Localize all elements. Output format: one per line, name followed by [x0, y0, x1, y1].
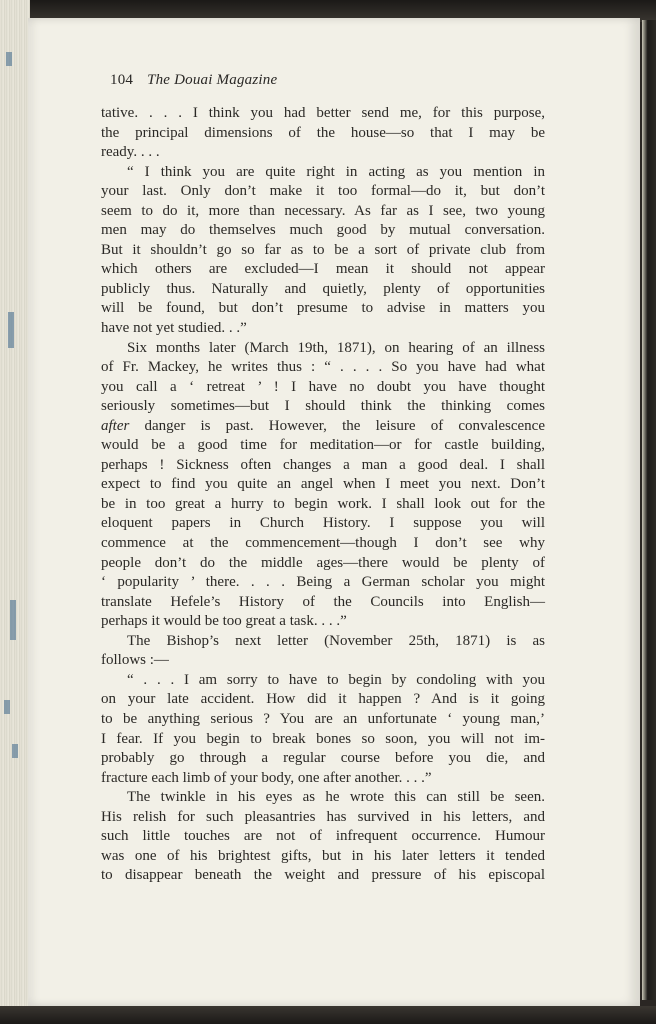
text-line: fracture each limb of your body, one after another. . . .” — [101, 769, 432, 786]
text-line: tative. . . . I think you had better send me, for this purpose, — [101, 105, 545, 121]
text-line: The twinkle in his eyes as he wrote this can still be seen. — [127, 789, 545, 806]
edge-mark — [12, 744, 18, 758]
text-line: ‘ popularity ’ there. . . . Being a German scholar you might — [101, 574, 545, 591]
text-line: men may do themselves much good by mutual conversation. — [101, 222, 545, 239]
edge-mark — [10, 600, 16, 640]
text-line: your last. Only don’t make it too formal—do it, but don’t — [101, 183, 545, 200]
text-line: the principal dimensions of the house—so that I may be — [101, 124, 545, 141]
text-line: I fear. If you begin to break bones so soon, you will not im- — [101, 730, 545, 747]
text-line: you call a ‘ retreat ’ ! I have no doubt you have thought — [101, 378, 545, 395]
text-line: commence at the commencement—though I don’t see why — [101, 535, 545, 552]
text-line: perhaps it would be too great a task. . . .” — [101, 613, 347, 630]
text-line: have not yet studied. . .” — [101, 320, 247, 337]
text-line: such little touches are not of infrequent occurrence. Humour — [101, 828, 545, 845]
text-line: perhaps ! Sickness often changes a man a good deal. I shall — [101, 456, 545, 473]
edge-mark — [4, 700, 10, 714]
text-line: follows :— — [101, 652, 169, 669]
text-line: probably go through a regular course before you die, and — [101, 750, 545, 767]
text-line: to be anything serious ? You are an unfortunate ‘ young man,’ — [101, 710, 545, 727]
page-number: 104 — [110, 72, 134, 88]
book-page-edges — [0, 0, 30, 1024]
edge-mark — [8, 312, 14, 348]
text-line: “ . . . I am sorry to have to begin by condoling with you — [127, 671, 545, 688]
text-line: to disappear beneath the weight and pressure of his episcopal — [101, 867, 545, 884]
text-line: after danger is past. However, the leisure of convalescence — [101, 417, 545, 434]
text-line: ready. . . . — [101, 144, 160, 161]
text-line: would be a good time for meditation—or for castle building, — [101, 437, 545, 454]
text-line: expect to find you quite an angel when I meet you next. Don’t — [101, 476, 545, 493]
magazine-title: The Douai Magazine — [147, 72, 278, 88]
text-line: But it shouldn’t go so far as to be a sort of private club from — [101, 241, 545, 258]
text-line: His relish for such pleasantries has survived in his letters, and — [101, 808, 545, 825]
edge-mark — [6, 52, 12, 66]
text-line: be in too great a hurry to begin work. I shall look out for the — [101, 495, 545, 512]
running-header — [110, 72, 277, 89]
book-spine-shadow — [642, 20, 656, 1000]
text-line: Six months later (March 19th, 1871), on hearing of an illness — [127, 339, 545, 356]
text-line: on your late accident. How did it happen ? And is it going — [101, 691, 545, 708]
text-line: people don’t do the middle ages—there would be plenty of — [101, 554, 545, 571]
text-line: publicly thus. Naturally and quietly, plenty of opportunities — [101, 280, 545, 297]
text-line: The Bishop’s next letter (November 25th, 1871) is as — [127, 632, 545, 649]
scan-bottom-border — [0, 1006, 656, 1024]
text-line: was one of his brightest gifts, but in his later letters it tended — [101, 847, 545, 864]
text-line: translate Hefele’s History of the Councils into English— — [101, 593, 545, 610]
text-line: which others are excluded—I mean it should not appear — [101, 261, 545, 278]
text-line: seem to do it, more than necessary. As far as I see, two young — [101, 202, 545, 219]
text-line: “ I think you are quite right in acting as you mention in — [127, 163, 545, 180]
text-line: of Fr. Mackey, he writes thus : “ . . . . So you have had what — [101, 359, 545, 376]
text-line: eloquent papers in Church History. I suppose you will — [101, 515, 545, 532]
body-text — [101, 104, 545, 886]
text-line: will be found, but don’t presume to advise in matters you — [101, 300, 545, 317]
text-line: seriously sometimes—but I should think the thinking comes — [101, 398, 545, 415]
